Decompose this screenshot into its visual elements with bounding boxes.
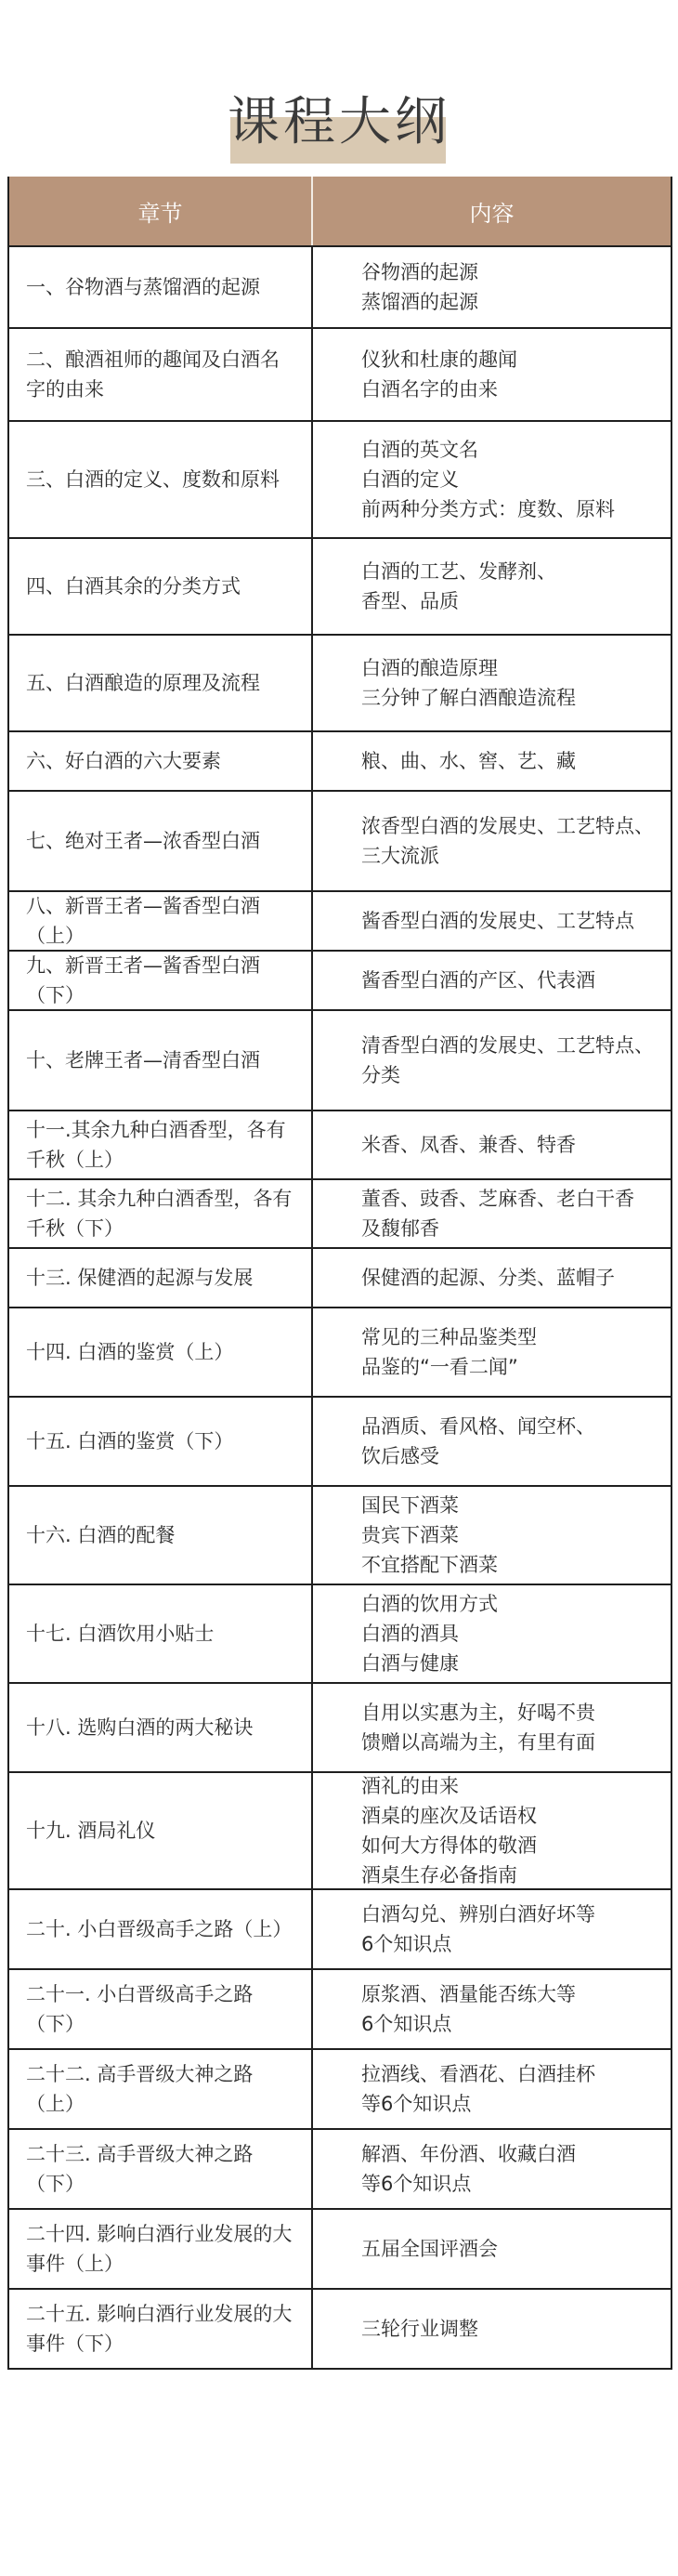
content-line: 白酒的定义 — [361, 468, 459, 491]
chapter-cell: 一、谷物酒与蒸馏酒的起源 — [9, 247, 313, 327]
page-title: 课程大纲 — [228, 92, 450, 152]
chapter-cell: 二、酿酒祖师的趣闻及白酒名字的由来 — [9, 329, 313, 420]
table-row — [9, 890, 671, 950]
table-row — [9, 2288, 671, 2368]
table-row — [9, 1178, 671, 1247]
table-row — [9, 950, 671, 1009]
content-cell — [313, 636, 671, 730]
content-line: 原浆酒、酒量能否练大等 — [361, 1983, 576, 2005]
chapter-cell: 五、白酒酿造的原理及流程 — [9, 636, 313, 730]
content-line: 香型、品质 — [361, 590, 459, 612]
chapter-cell: 四、白酒其余的分类方式 — [9, 539, 313, 634]
content-line: 蒸馏酒的起源 — [361, 291, 478, 313]
content-cell — [313, 2130, 671, 2208]
content-line: 及馥郁香 — [361, 1217, 439, 1240]
content-line: 6个知识点 — [361, 2013, 452, 2035]
content-cell — [313, 1890, 671, 1968]
content-line: 白酒勾兑、辨别白酒好坏等 — [361, 1903, 595, 1925]
chapter-cell: 十、老牌王者—清香型白酒 — [9, 1011, 313, 1110]
content-cell — [313, 732, 671, 790]
content-line: 浓香型白酒的发展史、工艺特点、 — [361, 815, 654, 837]
content-line: 仪狄和杜康的趣闻 — [361, 348, 517, 371]
chapter-cell: 二十. 小白晋级高手之路（上） — [9, 1890, 313, 1968]
content-line: 不宜搭配下酒菜 — [361, 1554, 498, 1576]
content-line: 品酒质、看风格、闻空杯、 — [361, 1415, 595, 1438]
content-cell — [313, 247, 671, 327]
content-line: 馈赠以高端为主，有里有面 — [361, 1731, 595, 1754]
content-line: 分类 — [361, 1064, 400, 1086]
header-content: 内容 — [469, 200, 515, 227]
content-cell — [313, 1111, 671, 1178]
chapter-cell: 八、新晋王者—酱香型白酒（上） — [9, 892, 313, 950]
chapter-cell: 十一.其余九种白酒香型，各有千秋（上） — [9, 1111, 313, 1178]
chapter-cell: 六、好白酒的六大要素 — [9, 732, 313, 790]
content-cell — [313, 1773, 671, 1888]
table-row — [9, 1485, 671, 1584]
table-header — [9, 177, 671, 245]
content-line: 贵宾下酒菜 — [361, 1524, 459, 1546]
table-row — [9, 730, 671, 790]
content-line: 董香、豉香、芝麻香、老白干香 — [361, 1188, 634, 1210]
content-line: 白酒的酒具 — [361, 1623, 459, 1645]
content-cell — [313, 422, 671, 537]
table-row — [9, 790, 671, 890]
chapter-cell: 二十四. 影响白酒行业发展的大事件（上） — [9, 2210, 313, 2288]
table-row — [9, 537, 671, 634]
content-line: 保健酒的起源、分类、蓝帽子 — [361, 1267, 615, 1289]
content-cell — [313, 2210, 671, 2288]
syllabus-table — [7, 177, 672, 2370]
chapter-cell: 二十二. 高手晋级大神之路（上） — [9, 2050, 313, 2128]
content-cell — [313, 329, 671, 420]
content-cell — [313, 892, 671, 950]
table-row — [9, 2048, 671, 2128]
table-row — [9, 1888, 671, 1968]
content-cell — [313, 1585, 671, 1682]
chapter-cell: 十六. 白酒的配餐 — [9, 1487, 313, 1584]
chapter-cell: 九、新晋王者—酱香型白酒（下） — [9, 952, 313, 1009]
content-cell — [313, 1011, 671, 1110]
chapter-cell: 十八. 选购白酒的两大秘诀 — [9, 1684, 313, 1771]
table-row — [9, 1247, 671, 1307]
chapter-cell: 七、绝对王者—浓香型白酒 — [9, 792, 313, 890]
chapter-cell: 二十三. 高手晋级大神之路（下） — [9, 2130, 313, 2208]
table-row — [9, 420, 671, 537]
content-cell — [313, 1180, 671, 1247]
content-cell — [313, 1308, 671, 1396]
content-line: 拉酒线、看酒花、白酒挂杯 — [361, 2063, 595, 2085]
table-row — [9, 634, 671, 730]
content-line: 6个知识点 — [361, 1933, 452, 1955]
chapter-cell: 十九. 酒局礼仪 — [9, 1773, 313, 1888]
content-line: 品鉴的“一看二闻” — [361, 1356, 518, 1378]
content-cell — [313, 1487, 671, 1584]
table-row — [9, 2208, 671, 2288]
content-line: 白酒的酿造原理 — [361, 657, 498, 679]
content-line: 白酒的饮用方式 — [361, 1593, 498, 1615]
content-line: 白酒名字的由来 — [361, 378, 498, 401]
content-line: 白酒的工艺、发酵剂、 — [361, 560, 556, 583]
table-row — [9, 245, 671, 327]
content-line: 酒礼的由来 — [361, 1775, 459, 1797]
table-row — [9, 1396, 671, 1485]
content-line: 饮后感受 — [361, 1445, 439, 1467]
content-line: 等6个知识点 — [361, 2173, 472, 2195]
table-row — [9, 1682, 671, 1771]
content-cell — [313, 539, 671, 634]
content-line: 如何大方得体的敬酒 — [361, 1834, 537, 1857]
chapter-cell: 十七. 白酒饮用小贴士 — [9, 1585, 313, 1682]
content-cell — [313, 1684, 671, 1771]
content-line: 白酒的英文名 — [361, 439, 478, 461]
table-row — [9, 1110, 671, 1178]
chapter-cell: 二十五. 影响白酒行业发展的大事件（下） — [9, 2290, 313, 2368]
content-cell — [313, 952, 671, 1009]
content-line: 酒桌的座次及话语权 — [361, 1805, 537, 1827]
content-line: 谷物酒的起源 — [361, 261, 478, 283]
chapter-cell: 二十一. 小白晋级高手之路（下） — [9, 1970, 313, 2048]
content-line: 等6个知识点 — [361, 2093, 472, 2115]
content-line: 酒桌生存必备指南 — [361, 1864, 517, 1886]
content-cell — [313, 2050, 671, 2128]
content-line: 常见的三种品鉴类型 — [361, 1326, 537, 1348]
chapter-cell: 十五. 白酒的鉴赏（下） — [9, 1398, 313, 1485]
table-row — [9, 1009, 671, 1110]
content-line: 清香型白酒的发展史、工艺特点、 — [361, 1034, 654, 1057]
content-line: 白酒与健康 — [361, 1652, 459, 1675]
content-line: 三轮行业调整 — [361, 2318, 478, 2340]
content-cell — [313, 1398, 671, 1485]
content-line: 三分钟了解白酒酿造流程 — [361, 687, 576, 709]
chapter-cell: 十四. 白酒的鉴赏（上） — [9, 1308, 313, 1396]
table-row — [9, 1968, 671, 2048]
content-line: 酱香型白酒的发展史、工艺特点 — [361, 910, 634, 932]
content-cell — [313, 1970, 671, 2048]
content-line: 国民下酒菜 — [361, 1494, 459, 1517]
table-row — [9, 327, 671, 420]
header-chapter: 章节 — [9, 177, 313, 245]
chapter-cell: 三、白酒的定义、度数和原料 — [9, 422, 313, 537]
content-cell — [313, 792, 671, 890]
content-cell — [313, 2290, 671, 2368]
title-area — [0, 0, 678, 177]
content-line: 五届全国评酒会 — [361, 2238, 498, 2260]
content-line: 酱香型白酒的产区、代表酒 — [361, 969, 595, 992]
content-line: 三大流派 — [361, 845, 439, 867]
content-line: 自用以实惠为主，好喝不贵 — [361, 1702, 595, 1724]
chapter-cell: 十二. 其余九种白酒香型，各有千秋（下） — [9, 1180, 313, 1247]
table-row — [9, 2128, 671, 2208]
content-line: 前两种分类方式：度数、原料 — [361, 498, 615, 520]
content-line: 米香、凤香、兼香、特香 — [361, 1134, 576, 1156]
content-cell — [313, 1249, 671, 1307]
table-row — [9, 1584, 671, 1682]
chapter-cell: 十三. 保健酒的起源与发展 — [9, 1249, 313, 1307]
content-line: 解酒、年份酒、收藏白酒 — [361, 2143, 576, 2165]
table-row — [9, 1307, 671, 1396]
table-row — [9, 1771, 671, 1888]
content-line: 粮、曲、水、窖、艺、藏 — [361, 750, 576, 772]
